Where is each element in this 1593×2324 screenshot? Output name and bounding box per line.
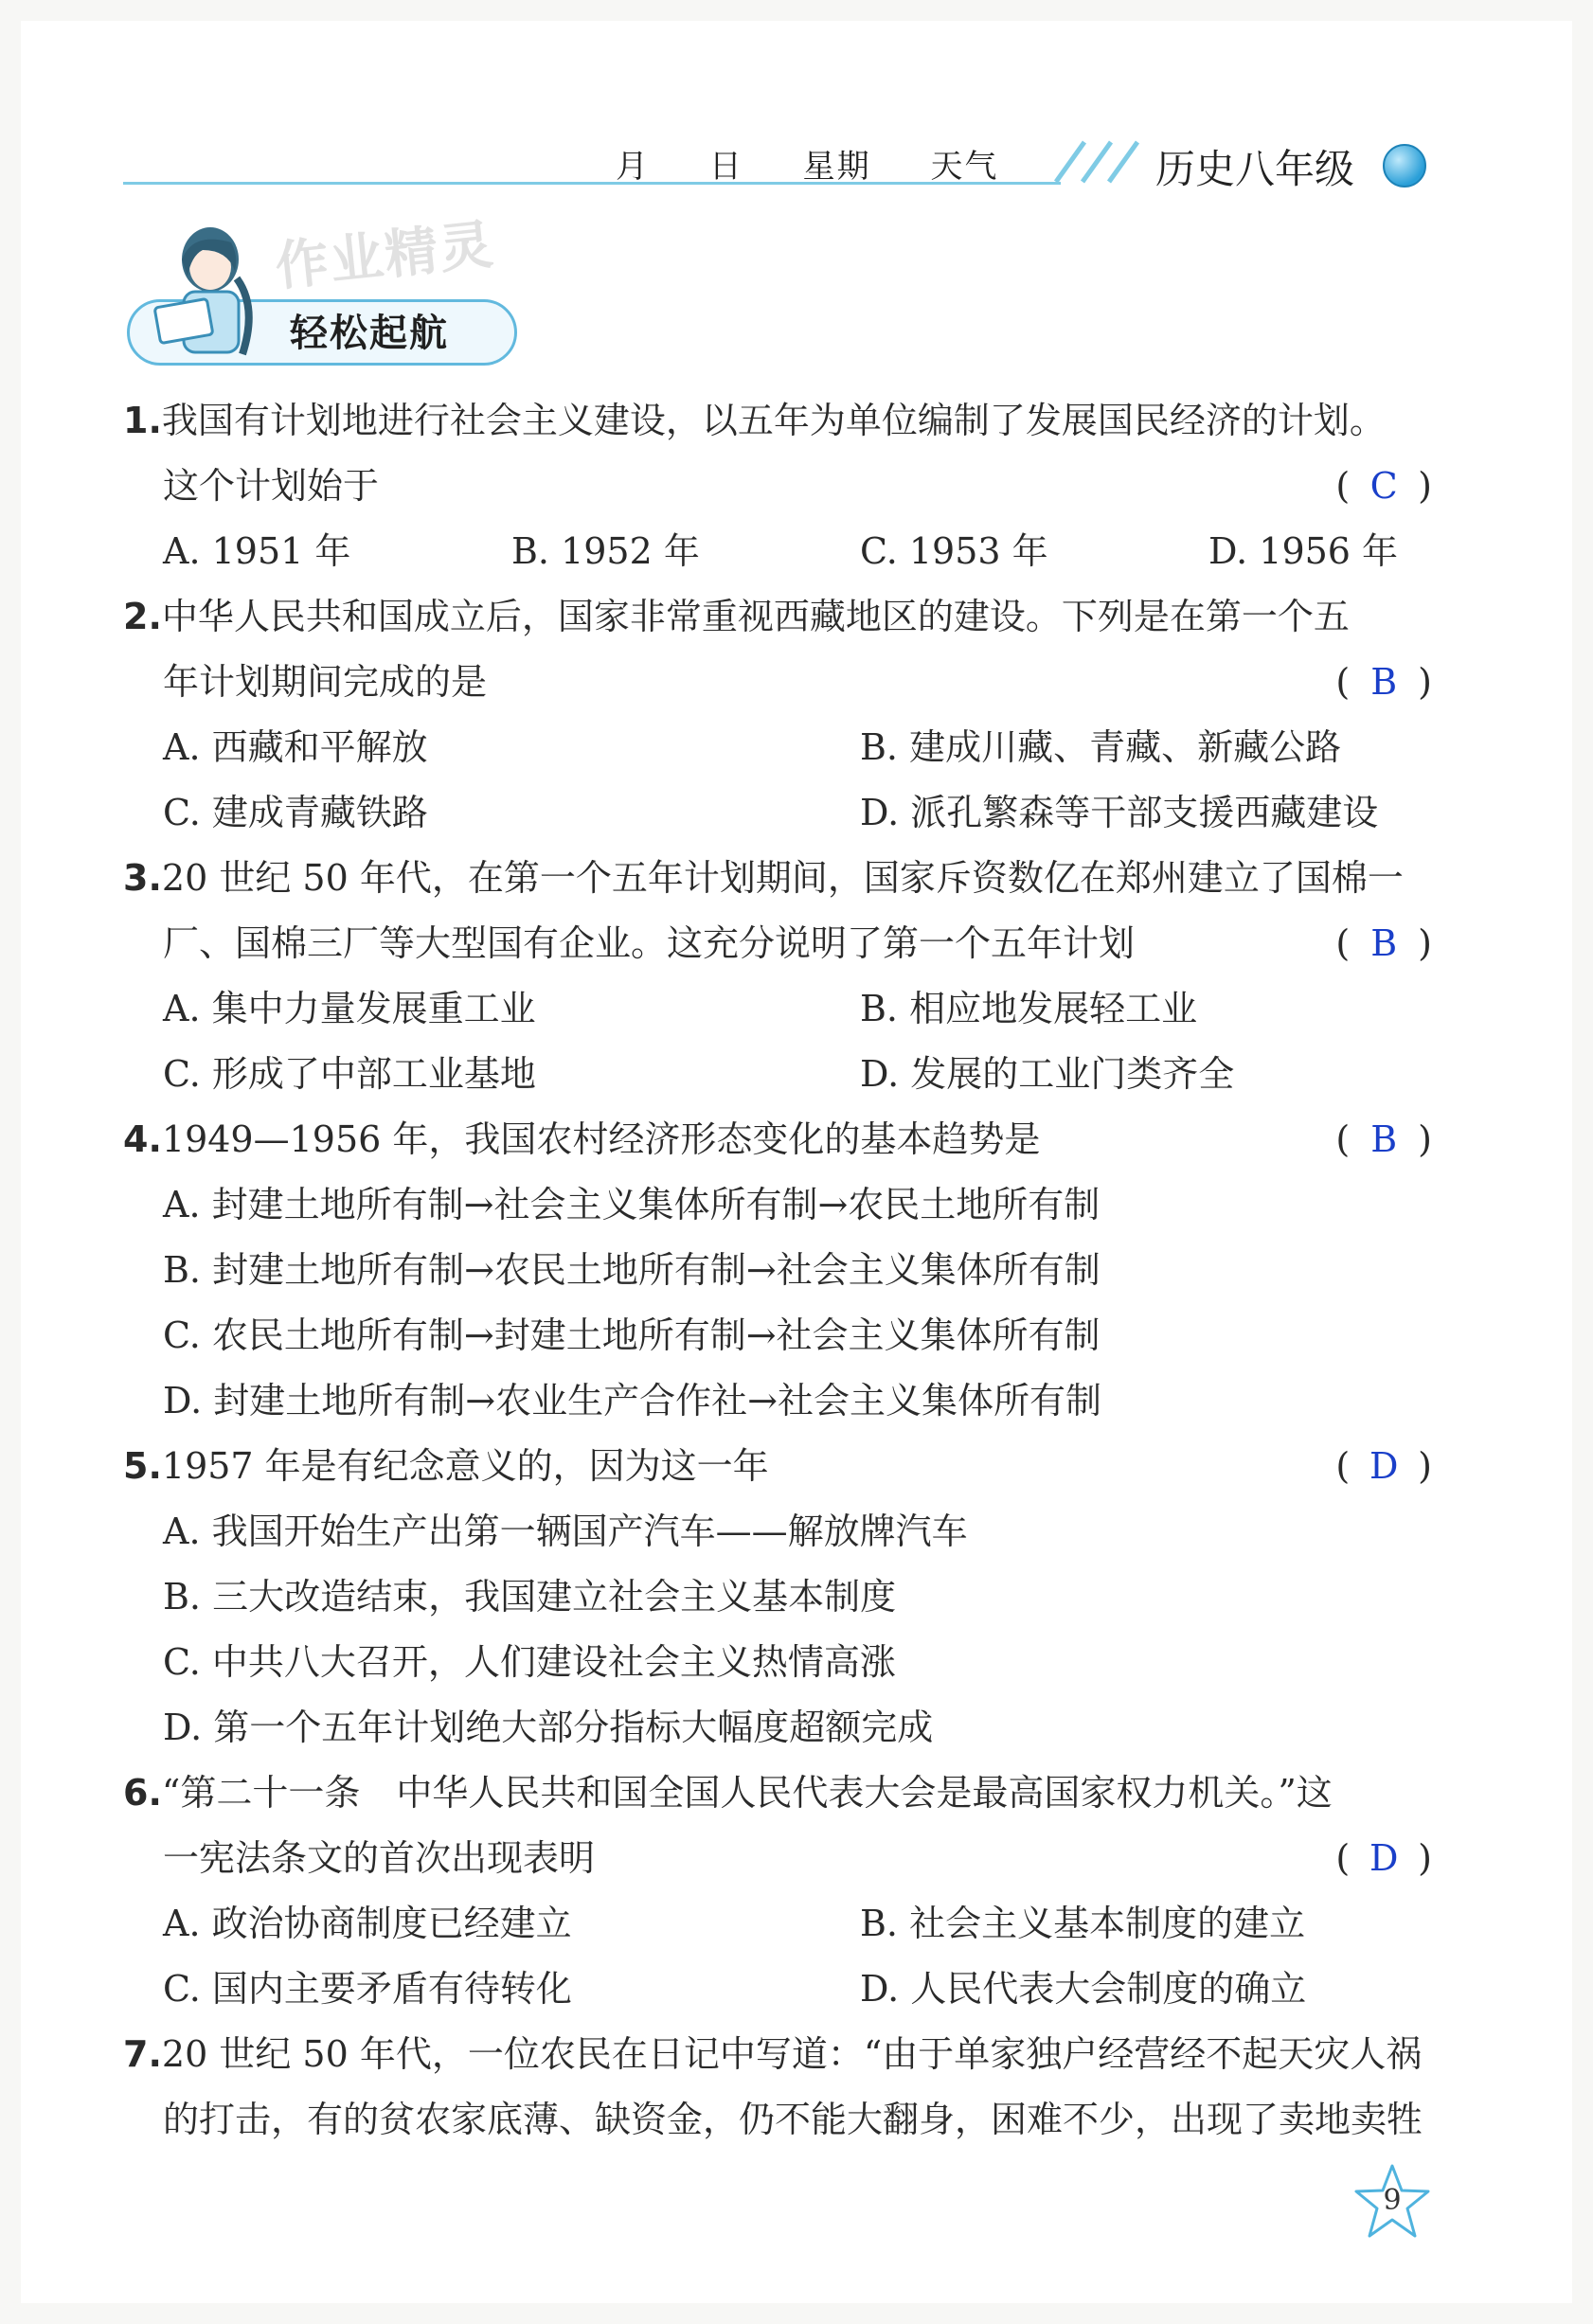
answer-letter: B <box>1370 1118 1398 1160</box>
question-text: 1957 年是有纪念意义的，因为这一年 <box>161 1445 769 1487</box>
option: C. 1953 年 <box>860 530 1048 572</box>
option: D. 封建土地所有制→农业生产合作社→社会主义集体所有制 <box>163 1380 1101 1421</box>
answer-letter: B <box>1370 661 1398 703</box>
question-item <box>123 388 1440 584</box>
answer-bracket: ( C ) <box>1335 454 1432 519</box>
option: B. 封建土地所有制→农民土地所有制→社会主义集体所有制 <box>163 1249 1101 1291</box>
question-text: 的打击，有的贫农家底薄、缺资金，仍不能大翻身，困难不少，出现了卖地卖牲 <box>163 2099 1423 2140</box>
option: B. 相应地发展轻工业 <box>860 988 1198 1029</box>
answer-letter: D <box>1369 1837 1399 1879</box>
student-figure-icon <box>136 222 269 364</box>
option: B. 建成川藏、青藏、新藏公路 <box>860 726 1342 768</box>
subject-grade-title: 历史八年级 <box>1155 146 1355 192</box>
section-badge <box>123 216 521 367</box>
question-item <box>123 1434 1440 1761</box>
weekday-label: 星期 <box>802 148 871 186</box>
question-stem <box>123 454 1440 519</box>
question-stem <box>123 2087 1440 2153</box>
section-title: 轻松起航 <box>290 312 449 355</box>
question-number: 2. <box>123 596 162 637</box>
question-number: 5. <box>123 1445 162 1487</box>
question-stem <box>123 1761 1440 1826</box>
question-item <box>123 846 1440 1107</box>
option: D. 派孔繁森等干部支援西藏建设 <box>860 792 1379 833</box>
answer-bracket: ( D ) <box>1335 1434 1432 1499</box>
options-row <box>123 715 1440 780</box>
question-stem <box>123 911 1440 976</box>
option: B. 三大改造结束，我国建立社会主义基本制度 <box>163 1576 897 1618</box>
options-row <box>123 780 1440 846</box>
question-stem <box>123 2022 1440 2087</box>
answer-bracket: ( B ) <box>1335 650 1432 715</box>
option: D. 人民代表大会制度的确立 <box>860 1968 1307 2010</box>
question-text: 我国有计划地进行社会主义建设，以五年为单位编制了发展国民经济的计划。 <box>161 400 1386 441</box>
question-stem <box>123 388 1440 454</box>
option: C. 中共八大召开，人们建设社会主义热情高涨 <box>163 1641 896 1683</box>
question-list <box>123 388 1440 2153</box>
question-number: 7. <box>123 2033 162 2075</box>
question-stem <box>123 584 1440 650</box>
option: D. 发展的工业门类齐全 <box>860 1053 1235 1095</box>
options-row <box>123 519 1440 584</box>
answer-letter: B <box>1370 922 1398 964</box>
option: C. 国内主要矛盾有待转化 <box>163 1968 572 2010</box>
option: A. 政治协商制度已经建立 <box>163 1903 572 1944</box>
date-weather-fields <box>616 140 1046 187</box>
question-text: 20 世纪 50 年代，在第一个五年计划期间，国家斥资数亿在郑州建立了国棉一 <box>161 857 1404 899</box>
slash-decoration-icon <box>1047 136 1151 186</box>
answer-bracket: ( B ) <box>1335 1107 1432 1172</box>
question-text: 厂、国棉三厂等大型国有企业。这充分说明了第一个五年计划 <box>163 922 1136 964</box>
question-text: 中华人民共和国成立后，国家非常重视西藏地区的建设。下列是在第一个五 <box>161 596 1350 637</box>
option: A. 我国开始生产出第一辆国产汽车——解放牌汽车 <box>163 1511 968 1552</box>
watermark: 作业精灵 <box>272 214 498 298</box>
question-stem <box>123 1107 1440 1172</box>
option: C. 建成青藏铁路 <box>163 792 428 833</box>
option: C. 形成了中部工业基地 <box>163 1053 536 1095</box>
question-item <box>123 1761 1440 2022</box>
question-text: 年计划期间完成的是 <box>163 661 488 703</box>
options-row <box>123 1957 1440 2022</box>
option: C. 农民土地所有制→封建土地所有制→社会主义集体所有制 <box>163 1314 1101 1356</box>
question-stem <box>123 1826 1440 1891</box>
question-text: 20 世纪 50 年代，一位农民在日记中写道：“由于单家独户经营经不起天灾人祸 <box>161 2033 1423 2075</box>
question-number: 3. <box>123 857 162 899</box>
option: B. 1952 年 <box>511 530 700 572</box>
question-item <box>123 1107 1440 1434</box>
question-number: 4. <box>123 1118 162 1160</box>
option: B. 社会主义基本制度的建立 <box>860 1903 1306 1944</box>
option: A. 西藏和平解放 <box>163 726 428 768</box>
question-item <box>123 584 1440 846</box>
weather-label: 天气 <box>930 148 999 186</box>
blue-dot-icon <box>1383 144 1426 188</box>
question-text: “第二十一条 中华人民共和国全国人民代表大会是最高国家权力机关。”这 <box>161 1772 1333 1814</box>
answer-letter: D <box>1369 1445 1399 1487</box>
option: A. 1951 年 <box>163 530 351 572</box>
page-number: 9 <box>1383 2184 1402 2217</box>
question-text: 1949—1956 年，我国农村经济形态变化的基本趋势是 <box>161 1118 1041 1160</box>
question-stem <box>123 650 1440 715</box>
question-number: 6. <box>123 1772 162 1814</box>
question-stem <box>123 1434 1440 1499</box>
option: A. 封建土地所有制→社会主义集体所有制→农民土地所有制 <box>163 1184 1101 1225</box>
options-row <box>123 1891 1440 1957</box>
option: D. 第一个五年计划绝大部分指标大幅度超额完成 <box>163 1707 934 1748</box>
answer-bracket: ( D ) <box>1335 1826 1432 1891</box>
page-header <box>123 123 1430 199</box>
option: A. 集中力量发展重工业 <box>163 988 536 1029</box>
options-row <box>123 976 1440 1042</box>
option: D. 1956 年 <box>1208 530 1399 572</box>
day-label: 日 <box>708 148 743 186</box>
question-stem <box>123 846 1440 911</box>
options-row <box>123 1042 1440 1107</box>
answer-bracket: ( B ) <box>1335 911 1432 976</box>
answer-letter: C <box>1369 465 1398 507</box>
question-text: 一宪法条文的首次出现表明 <box>163 1837 596 1879</box>
question-text: 这个计划始于 <box>163 465 380 507</box>
month-label: 月 <box>616 148 650 186</box>
question-item <box>123 2022 1440 2153</box>
question-number: 1. <box>123 400 162 441</box>
